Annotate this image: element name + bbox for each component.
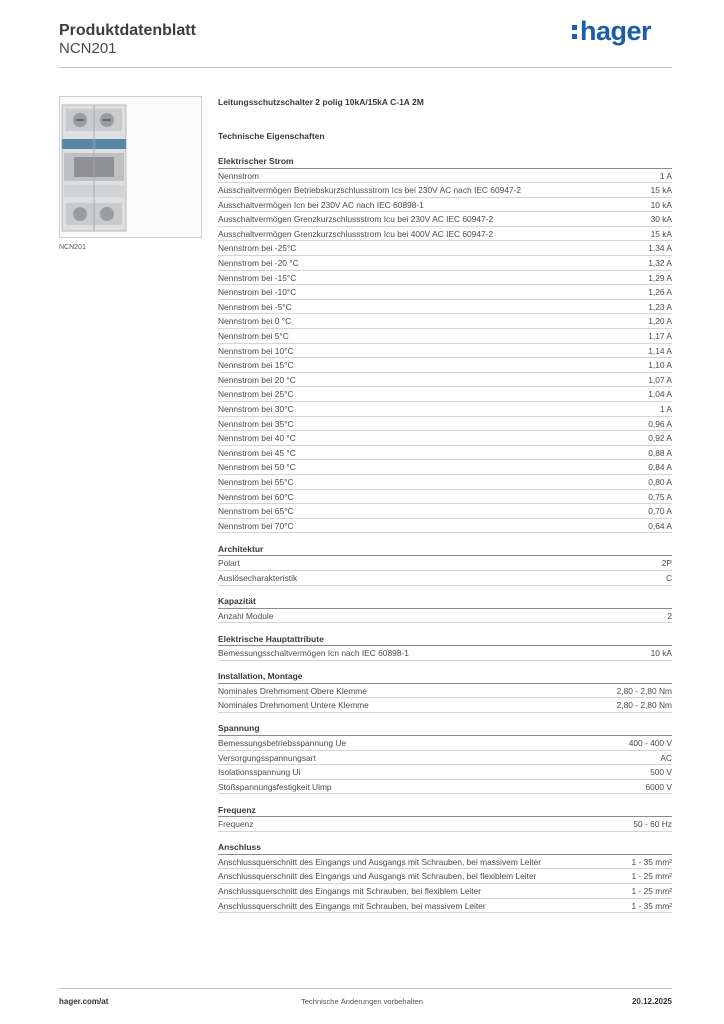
spec-value: 6000 V [645, 781, 672, 792]
spec-row [218, 373, 672, 388]
spec-value: 1,32 A [648, 258, 672, 269]
spec-value: 30 kA [650, 214, 672, 225]
image-caption: NCN201 [59, 244, 86, 251]
spec-section [218, 841, 672, 913]
spec-label: Isolationsspannung Ui [218, 767, 301, 778]
product-image [59, 96, 202, 238]
spec-value: 2P [661, 558, 672, 569]
spec-label: Nennstrom bei 70°C [218, 520, 294, 531]
spec-label: Nennstrom bei -10°C [218, 287, 297, 298]
spec-label: Nennstrom [218, 170, 259, 181]
spec-value: 0,80 A [648, 476, 672, 487]
spec-value: 1,07 A [648, 374, 672, 385]
spec-value: 1,04 A [648, 389, 672, 400]
spec-label: Nominales Drehmoment Untere Klemme [218, 700, 369, 711]
spec-row [218, 285, 672, 300]
spec-section [218, 595, 672, 623]
section-title: Architektur [218, 543, 672, 557]
spec-value: 1,34 A [648, 243, 672, 254]
spec-value: 400 - 400 V [628, 737, 672, 748]
spec-label: Frequenz [218, 819, 254, 830]
spec-value: C [665, 572, 672, 583]
spec-label: Nennstrom bei -5°C [218, 301, 292, 312]
logo-dots-icon [572, 20, 578, 42]
spec-value: 1,23 A [648, 301, 672, 312]
spec-label: Nennstrom bei -20 °C [218, 258, 299, 269]
spec-value: 1 - 25 mm² [631, 886, 672, 897]
spec-row [218, 329, 672, 344]
spec-row [218, 609, 672, 624]
spec-row [218, 344, 672, 359]
spec-row [218, 855, 672, 870]
logo-text: hager [580, 16, 652, 46]
spec-label: Ausschaltvermögen Grenzkurzschlussstrom Icu bei 230V AC IEC 60947-2 [218, 214, 494, 225]
spec-label: Polart [218, 558, 240, 569]
spec-section [218, 804, 672, 832]
spec-row [218, 504, 672, 519]
technical-properties-title: Technische Eigenschaften [218, 131, 325, 141]
spec-label: Nennstrom bei 45 °C [218, 447, 296, 458]
spec-value: 1 A [659, 170, 672, 181]
spec-row [218, 519, 672, 534]
spec-value: 1,14 A [648, 345, 672, 356]
section-title: Kapazität [218, 595, 672, 609]
spec-row [218, 358, 672, 373]
spec-row [218, 780, 672, 795]
spec-label: Nennstrom bei 40 °C [218, 433, 296, 444]
spec-value: 0,88 A [648, 447, 672, 458]
spec-label: Nennstrom bei 30°C [218, 404, 294, 414]
spec-row [218, 271, 672, 286]
spec-label: Anschlussquerschnitt des Eingangs mit Schrauben, bei flexiblem Leiter [218, 886, 482, 897]
spec-row [218, 646, 672, 661]
spec-label: Versorgungsspannungsart [218, 752, 316, 763]
spec-row [218, 736, 672, 751]
spec-row [218, 698, 672, 713]
spec-label: Nennstrom bei 35°C [218, 418, 294, 429]
spec-section [218, 633, 672, 661]
spec-value: 2 [667, 610, 672, 621]
spec-label: Nennstrom bei 0 °C [218, 316, 292, 327]
spec-value: 1,17 A [648, 331, 672, 342]
spec-row [218, 417, 672, 432]
footer-website[interactable]: hager.com/at [59, 997, 109, 1006]
spec-label: Nennstrom bei 20 °C [218, 374, 296, 385]
spec-row [218, 314, 672, 329]
spec-label: Nennstrom bei -15°C [218, 272, 297, 283]
spec-row [218, 198, 672, 213]
footer-date: 20.12.2025 [631, 997, 672, 1006]
spec-label: Bemessungsschaltvermögen Icn nach IEC 60898-1 [218, 648, 409, 659]
spec-value: 0,84 A [648, 462, 672, 473]
spec-row [218, 869, 672, 884]
spec-label: Nennstrom bei -25°C [218, 243, 297, 254]
section-title: Frequenz [218, 804, 672, 818]
spec-label: Ausschaltvermögen Betriebskurzschlussstrom Ics bei 230V AC nach IEC 60947-2 [218, 185, 522, 196]
spec-row [218, 765, 672, 780]
spec-value: 0,75 A [648, 491, 672, 502]
spec-row [218, 402, 672, 417]
spec-label: Nennstrom bei 5°C [218, 331, 289, 342]
product-description: Leitungsschutzschalter 2 polig 10kA/15kA C-1A 2M [218, 97, 424, 107]
spec-row [218, 884, 672, 899]
hager-logo [572, 16, 651, 47]
spec-label: Nennstrom bei 15°C [218, 360, 294, 371]
spec-label: Bemessungsbetriebsspannung Ue [218, 737, 347, 748]
spec-value: 10 kA [650, 648, 672, 659]
spec-row [218, 212, 672, 227]
spec-value: 1 - 25 mm² [631, 871, 672, 882]
spec-row [218, 241, 672, 256]
spec-value: 1,10 A [648, 360, 672, 371]
spec-label: Nennstrom bei 50 °C [218, 462, 296, 473]
spec-label: Nennstrom bei 60°C [218, 491, 294, 502]
spec-value: 15 kA [650, 185, 672, 196]
spec-row [218, 684, 672, 699]
spec-value: 1 - 35 mm² [631, 900, 672, 911]
header-title: Produktdatenblatt [59, 22, 196, 39]
section-title: Installation, Montage [218, 670, 672, 684]
spec-section [218, 670, 672, 713]
circuit-breaker-image [60, 97, 201, 237]
spec-value: 500 V [650, 767, 672, 778]
section-title: Spannung [218, 722, 672, 736]
content [218, 96, 672, 913]
spec-row [218, 183, 672, 198]
header-product-code: NCN201 [59, 40, 117, 57]
spec-label: Nennstrom bei 55°C [218, 476, 294, 487]
spec-row [218, 751, 672, 766]
spec-label: Nominales Drehmoment Obere Klemme [218, 685, 367, 696]
spec-value: 50 - 60 Hz [633, 819, 672, 830]
spec-row [218, 446, 672, 461]
spec-section [218, 543, 672, 586]
footer-divider [59, 988, 672, 989]
spec-row [218, 460, 672, 475]
spec-value: 2,80 - 2,80 Nm [616, 685, 672, 696]
spec-row [218, 300, 672, 315]
spec-row [218, 490, 672, 505]
spec-row [218, 556, 672, 571]
spec-label: Stoßspannungsfestigkeit Uimp [218, 781, 332, 792]
spec-label: Nennstrom bei 65°C [218, 506, 294, 517]
spec-value: 1,26 A [648, 287, 672, 298]
spec-sections [218, 155, 672, 913]
spec-value: 1 A [659, 404, 672, 414]
spec-value: 1,29 A [648, 272, 672, 283]
header-divider [59, 67, 672, 68]
spec-row [218, 899, 672, 914]
spec-section [218, 155, 672, 533]
spec-label: Nennstrom bei 10°C [218, 345, 294, 356]
spec-label: Anzahl Module [218, 610, 274, 621]
spec-row [218, 571, 672, 586]
spec-value: 15 kA [650, 228, 672, 239]
spec-row [218, 256, 672, 271]
footer-notice: Technische Änderungen vorbehalten [301, 997, 423, 1006]
section-title: Anschluss [218, 841, 672, 855]
spec-value: 0,92 A [648, 433, 672, 444]
spec-label: Ausschaltvermögen Grenzkurzschlussstrom Icu bei 400V AC IEC 60947-2 [218, 228, 494, 239]
spec-value: 1,20 A [648, 316, 672, 327]
spec-label: Auslösecharakteristik [218, 572, 298, 583]
section-title: Elektrische Hauptattribute [218, 633, 672, 647]
spec-row [218, 387, 672, 402]
spec-label: Nennstrom bei 25°C [218, 389, 294, 400]
spec-label: Anschlussquerschnitt des Eingangs mit Schrauben, bei massivem Leiter [218, 900, 486, 911]
spec-label: Anschlussquerschnitt des Eingangs und Ausgangs mit Schrauben, bei flexiblem Leiter [218, 871, 537, 882]
spec-value: 1 - 35 mm² [631, 856, 672, 867]
spec-row [218, 227, 672, 242]
section-title: Elektrischer Strom [218, 155, 672, 169]
spec-row [218, 169, 672, 184]
spec-value: 0,64 A [648, 520, 672, 531]
spec-value: AC [660, 752, 672, 763]
spec-row [218, 475, 672, 490]
spec-row [218, 431, 672, 446]
spec-label: Ausschaltvermögen Icn bei 230V AC nach IEC 60898-1 [218, 199, 424, 210]
spec-section [218, 722, 672, 794]
spec-value: 2,80 - 2,80 Nm [616, 700, 672, 711]
spec-label: Anschlussquerschnitt des Eingangs und Ausgangs mit Schrauben, bei massivem Leiter [218, 856, 542, 867]
spec-value: 0,96 A [648, 418, 672, 429]
spec-row [218, 817, 672, 832]
spec-value: 10 kA [650, 199, 672, 210]
spec-value: 0,70 A [648, 506, 672, 517]
